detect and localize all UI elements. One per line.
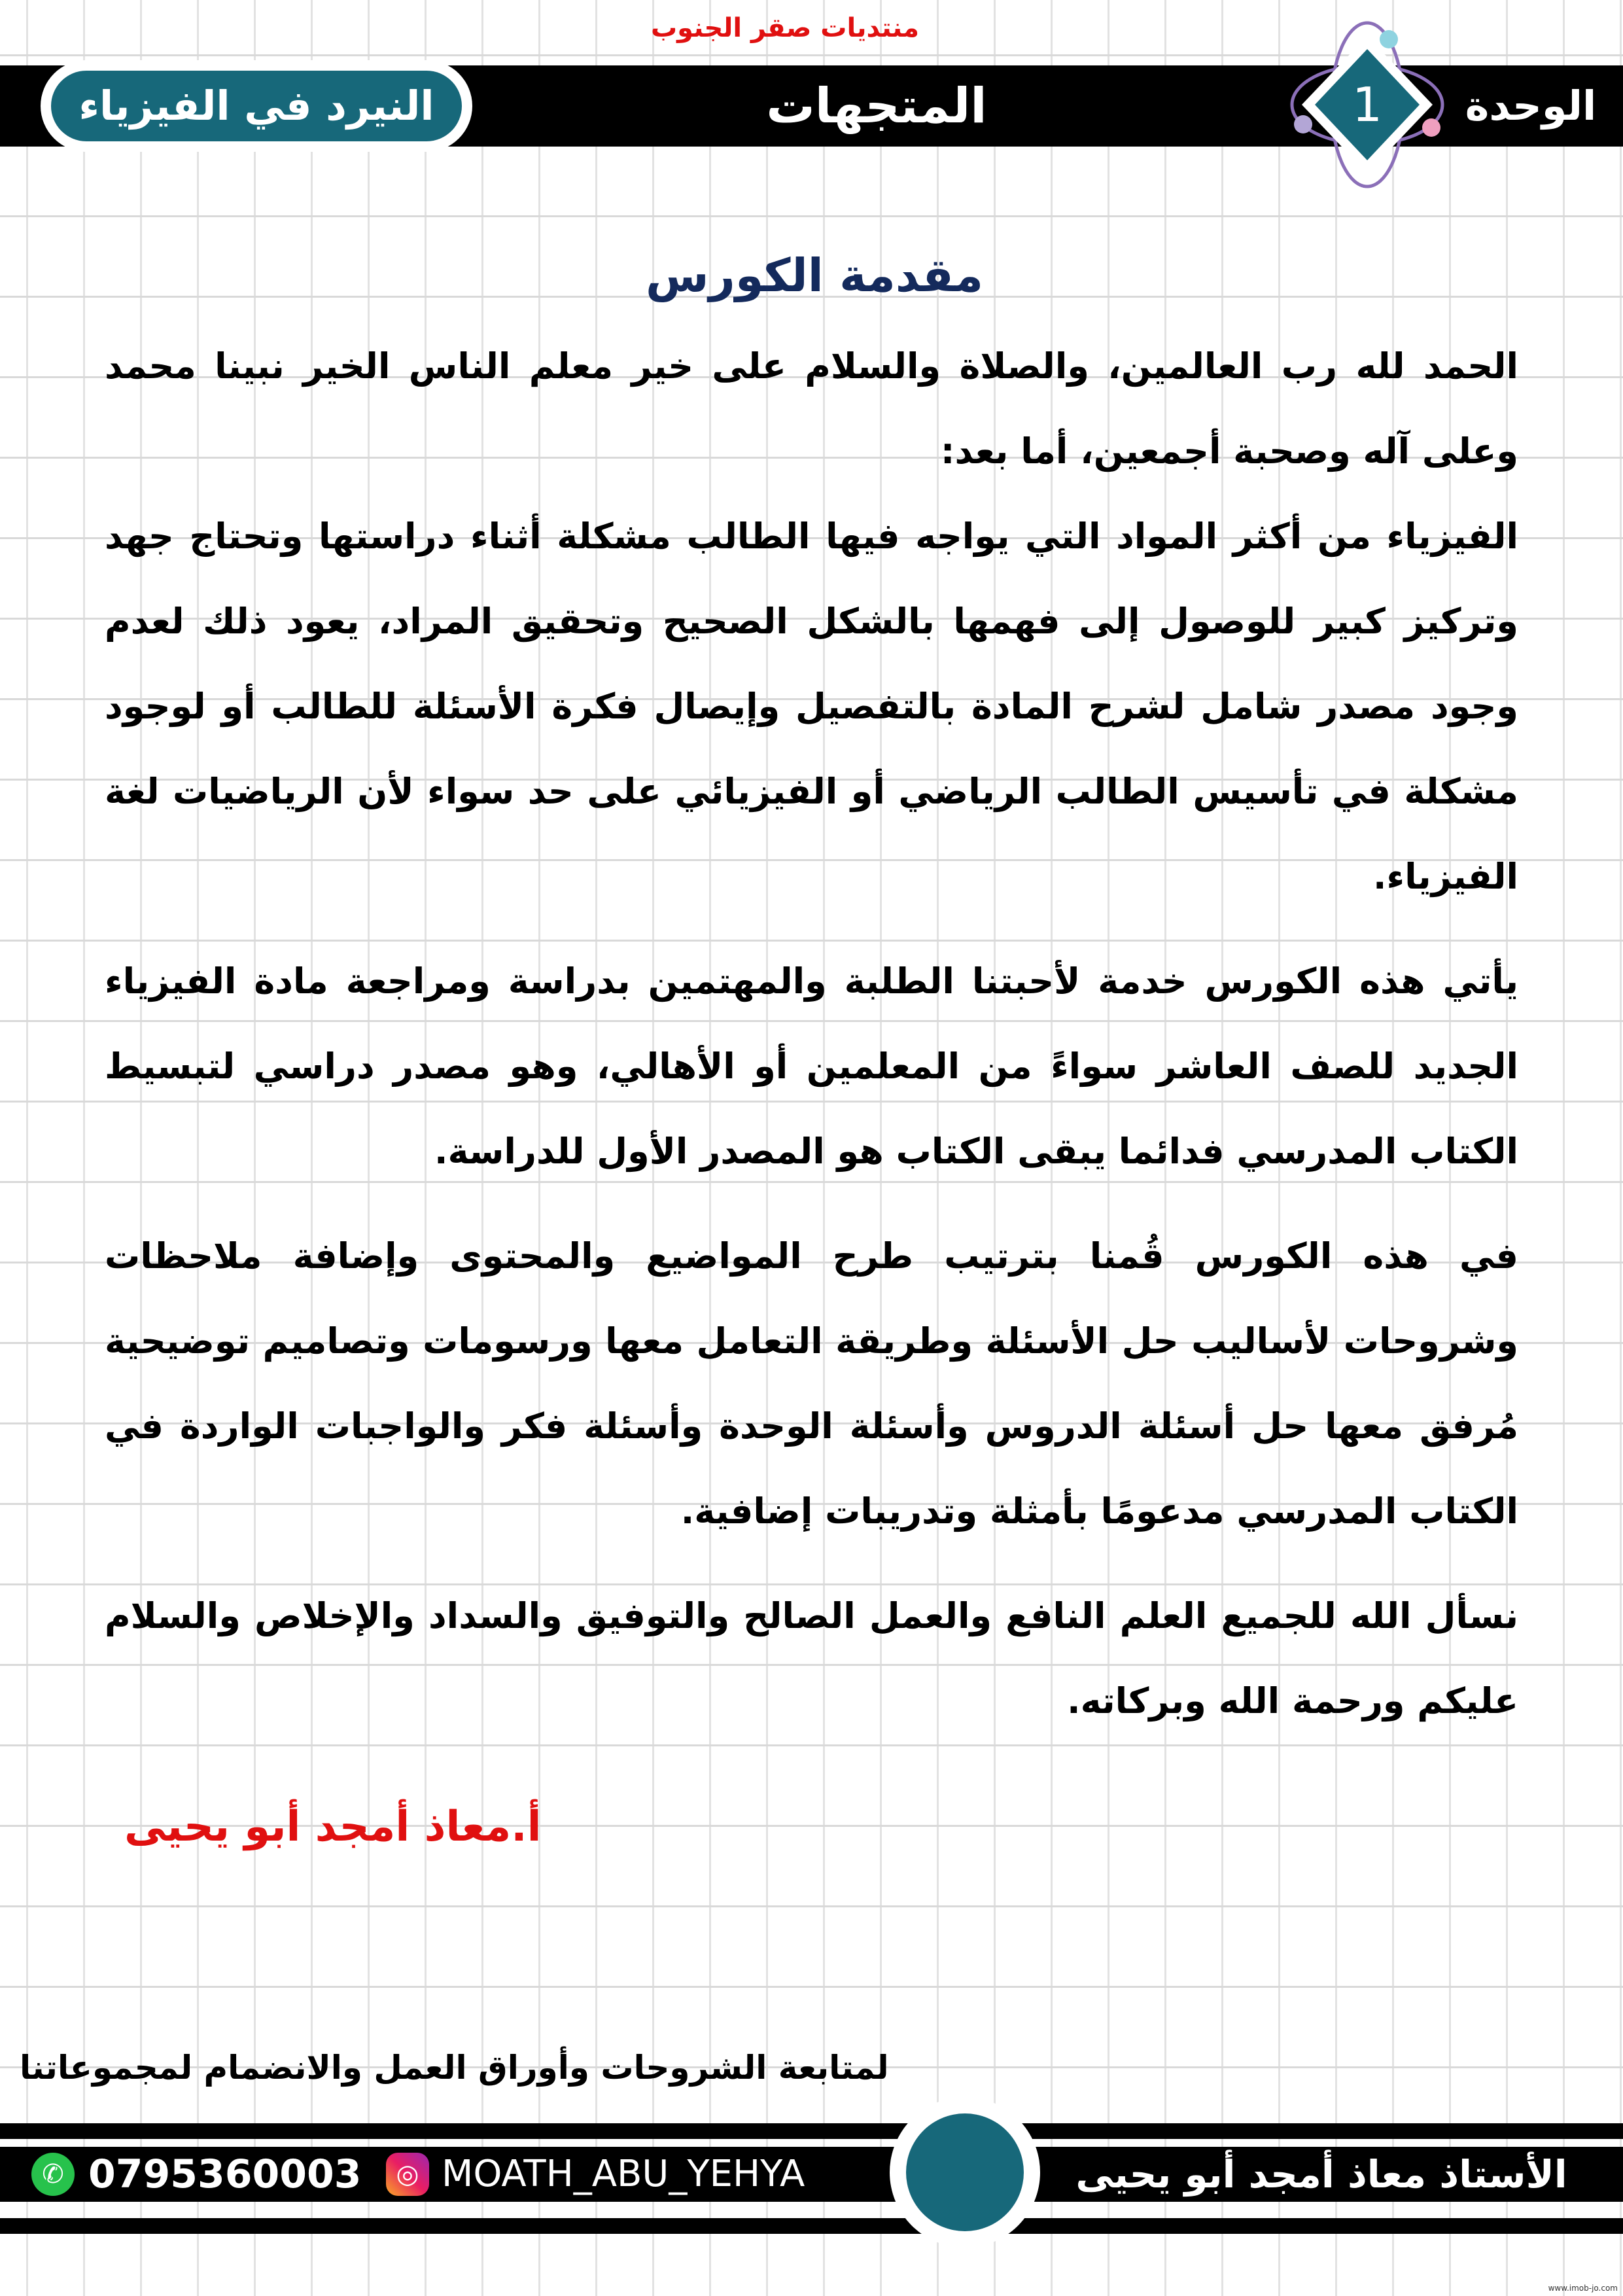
- instagram-handle[interactable]: MOATH_ABU_YEHYA: [442, 2153, 805, 2195]
- phone-number[interactable]: 0795360003: [88, 2151, 362, 2197]
- paragraph: الحمد لله رب العالمين، والصلاة والسلام على خير معلم الناس الخير نبينا محمد وعلى آله وصحبة أجمعين، أما بعد:: [105, 345, 1518, 472]
- footer-bar: [0, 2123, 1623, 2139]
- page-body: [105, 324, 1518, 1851]
- signature: أ.معاذ أمجد أبو يحيى: [124, 1803, 542, 1851]
- page-heading: مقدمة الكورس: [645, 249, 984, 302]
- teacher-name: الأستاذ معاذ أمجد أبو يحيى: [1075, 2152, 1567, 2197]
- footer-bar: [0, 2218, 1623, 2234]
- footer-circle-fill: [906, 2113, 1024, 2231]
- paragraph: يأتي هذه الكورس خدمة لأحبتنا الطلبة والمهتمين بدراسة ومراجعة مادة الفيزياء الجديد للصف العاشر سواءً من المعلمين أو الأهالي، وهو مصدر دراسي لتبسيط الكتاب المدرسي فدائما يبقى الكتاب هو المصدر الأول للدراسة.: [105, 961, 1518, 1172]
- paragraph: في هذه الكورس قُمنا بترتيب طرح المواضيع والمحتوى وإضافة ملاحظات وشروحات لأساليب حل الأسئلة وطريقة التعامل معها ورسومات وتصاميم توضيحية مُرفق معها حل أسئلة الدروس وأسئلة الوحدة وأسئلة فكر والواجبات الواردة في الكتاب المدرسي مدعومًا بأمثلة وتدريبات إضافية.: [105, 1235, 1518, 1532]
- instagram-icon: ◎: [386, 2153, 429, 2196]
- chapter-title: المتجهات: [766, 78, 987, 134]
- atom-icon: [1282, 13, 1452, 196]
- paragraph: الفيزياء من أكثر المواد التي يواجه فيها الطالب مشكلة أثناء دراستها وتحتاج جهد وتركيز كبير للوصول إلى فهمها بالشكل الصحيح وتحقيق المراد، يعود ذلك لعدم وجود مصدر شامل لشرح المادة بالتفصيل وإيصال فكرة الأسئلة للطالب أو لوجود مشكلة في تأسيس الطالب الرياضي أو الفيزيائي على حد سواء لأن الرياضيات لغة الفيزياء.: [105, 516, 1518, 897]
- forum-tag: منتديات صقر الجنوب: [650, 13, 920, 43]
- unit-label: الوحدة: [1465, 82, 1597, 130]
- follow-text: لمتابعة الشروحات وأوراق العمل والانضمام لمجموعاتنا: [20, 2049, 889, 2087]
- unit-number: 1: [1352, 77, 1382, 132]
- paragraph: نسأل الله للجميع العلم النافع والعمل الصالح والتوفيق والسداد والإخلاص والسلام عليكم ورحمة الله وبركاته.: [105, 1595, 1518, 1722]
- watermark: www.imob-jo.com: [1548, 2284, 1618, 2293]
- whatsapp-icon: ✆: [31, 2153, 75, 2196]
- course-name: النيرد في الفيزياء: [51, 71, 462, 141]
